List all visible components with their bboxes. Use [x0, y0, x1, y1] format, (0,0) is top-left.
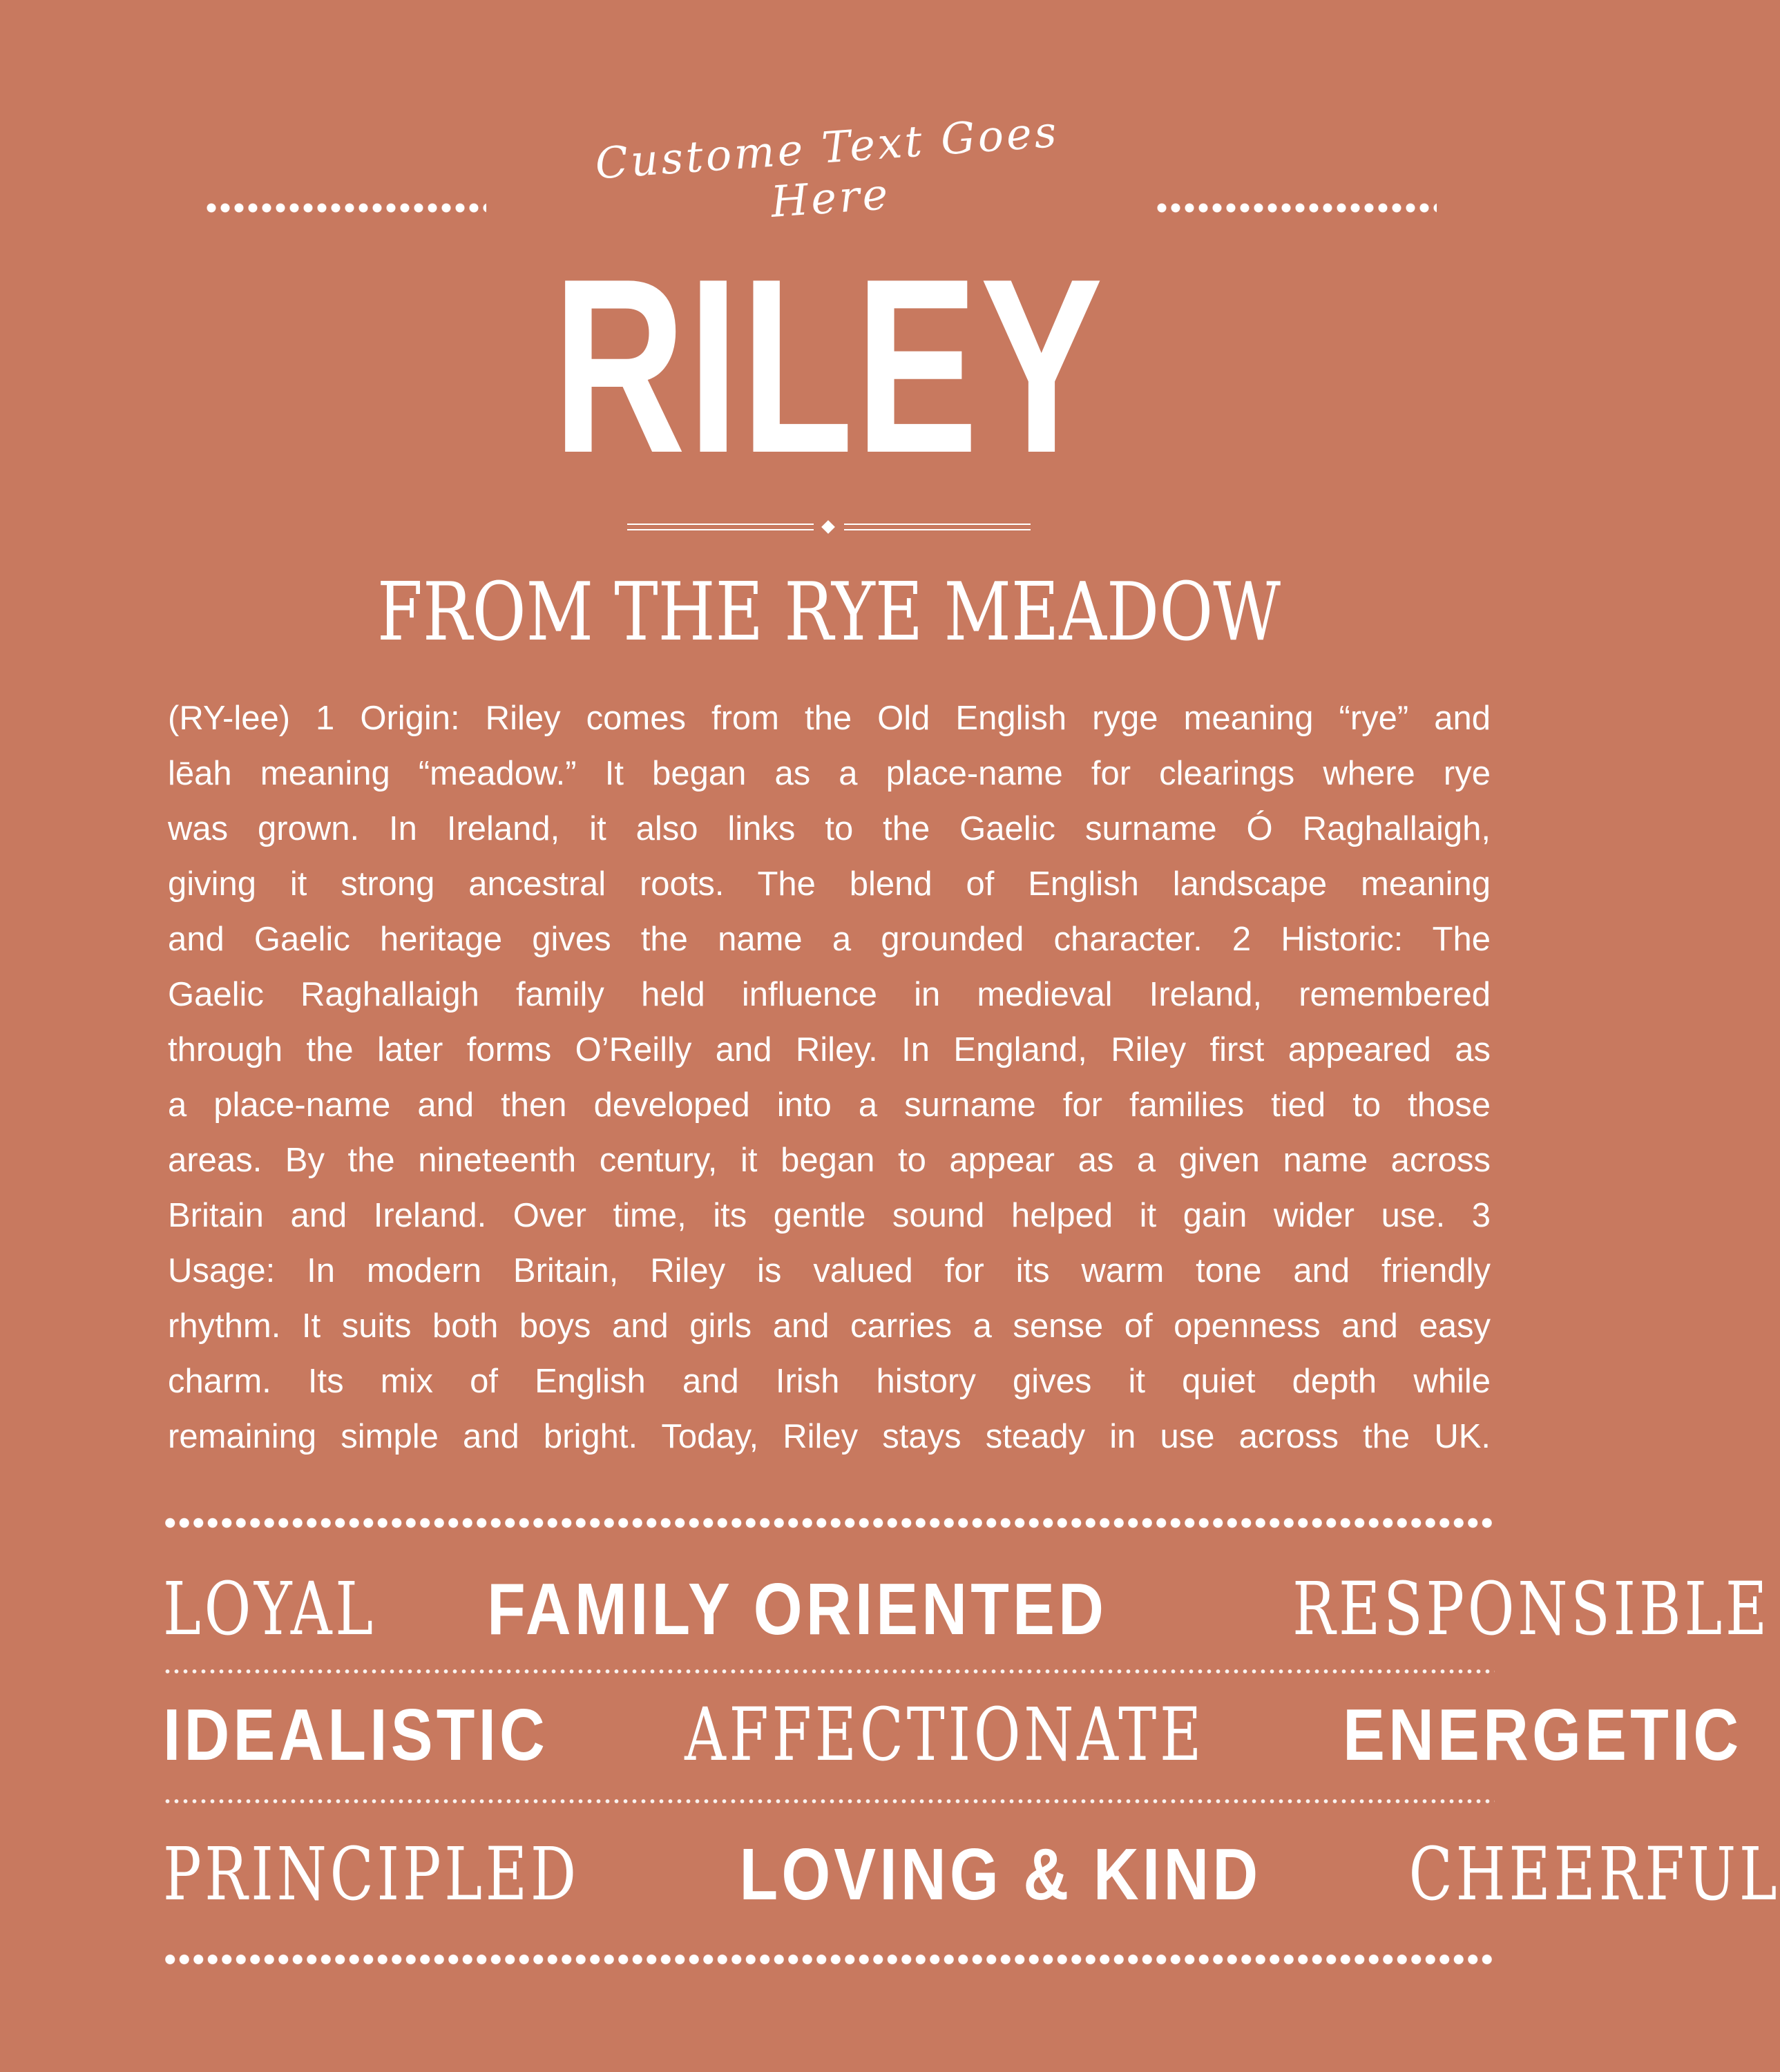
trait-row [163, 1566, 1771, 1651]
trait-separator [163, 1669, 1495, 1674]
description-line: areas. By the nineteenth century, it began to appear as a given name across [168, 1142, 1491, 1179]
left-dotted-rule [204, 202, 486, 213]
trait-row [163, 1832, 1780, 1917]
custom-text: Custome Text Goes Here [593, 106, 1061, 227]
divider-left-line [627, 524, 814, 530]
description-line: giving it strong ancestral roots. The blend of English landscape meaning [168, 865, 1491, 903]
right-dotted-rule [1155, 202, 1437, 213]
trait-word: ENERGETIC [1343, 1694, 1743, 1776]
description-line: Usage: In modern Britain, Riley is valued for its warm tone and friendly [168, 1252, 1491, 1289]
divider-right-line [844, 524, 1031, 530]
description-line: Gaelic Raghallaigh family held influence in medieval Ireland, remembered [168, 976, 1491, 1013]
diamond-ornament-icon [821, 520, 835, 534]
name-divider [627, 519, 1031, 536]
trait-word: LOVING & KIND [739, 1834, 1262, 1915]
description-line: rhythm. It suits both boys and girls and carries a sense of openness and easy [168, 1307, 1491, 1345]
trait-word: PRINCIPLED [163, 1832, 580, 1917]
trait-row [163, 1692, 1743, 1777]
traits-bottom-dotted-rule [163, 1953, 1495, 1966]
trait-word: AFFECTIONATE [685, 1692, 1205, 1777]
description-line: remaining simple and bright. Today, Riley stays steady in use across the UK. [168, 1418, 1491, 1455]
description-line: (RY-lee) 1 Origin: Riley comes from the Old English ryge meaning “rye” and [168, 700, 1491, 737]
description-line: Britain and Ireland. Over time, its gentle sound helped it gain wider use. 3 [168, 1197, 1491, 1234]
description-line: through the later forms O’Reilly and Riley. In England, Riley first appeared as [168, 1031, 1491, 1068]
description-line: and Gaelic heritage gives the name a grounded character. 2 Historic: The [168, 921, 1491, 958]
poster-name: RILEY [553, 227, 1105, 505]
description-line: lēah meaning “meadow.” It began as a place-name for clearings where rye [168, 755, 1491, 792]
description-line: a place-name and then developed into a surname for families tied to those [168, 1086, 1491, 1124]
trait-word: FAMILY ORIENTED [487, 1569, 1108, 1650]
trait-word: IDEALISTIC [163, 1694, 549, 1776]
trait-word: RESPONSIBLE [1292, 1566, 1771, 1651]
trait-separator [163, 1798, 1495, 1804]
traits-top-dotted-rule [163, 1517, 1495, 1529]
name-description [168, 691, 1491, 1464]
description-line: was grown. In Ireland, it also links to the Gaelic surname Ó Raghallaigh, [168, 810, 1491, 847]
custom-text-header [0, 106, 1658, 227]
trait-word: CHEERFUL [1408, 1832, 1780, 1917]
trait-word: LOYAL [163, 1566, 376, 1651]
name-meaning: FROM THE RYE MEADOW [376, 566, 1281, 659]
description-line: charm. Its mix of English and Irish history gives it quiet depth while [168, 1363, 1491, 1400]
